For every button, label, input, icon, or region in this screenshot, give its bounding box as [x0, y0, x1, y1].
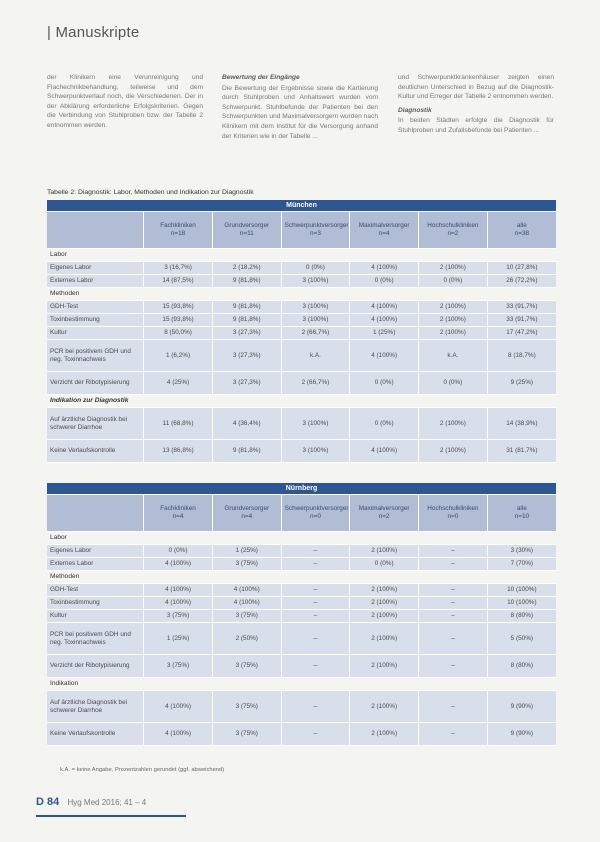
column-header-label: Hochschulkliniken	[427, 505, 479, 512]
left-column-text: der Klinikern eine Verunreinigung und Flachechnikbehandlung, teilweise und dem Schwerpunktverlauf noch, die Verschiedenen. Der in der Abklärung erforderliche Erfolgskriterien. Gegen die Verbindung von Stuhlproben bzw. der Tabelle 2 entnommen werden.	[47, 74, 203, 129]
column-header-cell	[144, 495, 213, 532]
row-label: Externes Labor	[47, 275, 144, 288]
column-header-cell	[419, 495, 488, 532]
column-header-cell	[281, 212, 350, 249]
table-row	[47, 655, 556, 678]
table-cell: 3 (100%)	[281, 408, 350, 440]
column-header-cell	[350, 495, 419, 532]
table-cell: 2 (100%)	[419, 408, 488, 440]
table-cell: 10 (100%)	[487, 597, 556, 610]
table-row	[47, 275, 556, 288]
row-label: Eigenes Labor	[47, 262, 144, 275]
middle-column-text: Die Bewertung der Ergebnisse sowie die Kartierung durch Stuhlproben und Anhaltswert wurden vom Schwerpunkt. Stuhlbefunde der Patienten bei den Schwerpunkten und Maximalversorgern wurden nach Klinikern mit dem Institut für die Versorgung anhand der Kriterien wie in der Tabelle ...	[222, 84, 378, 140]
table-cell: –	[419, 610, 488, 623]
table-cell: –	[281, 691, 350, 723]
column-header-n: n=4	[172, 513, 184, 520]
table-cell: –	[419, 597, 488, 610]
table-cell: 2 (18,2%)	[212, 262, 281, 275]
column-header-label: Hochschulkliniken	[427, 222, 479, 229]
table-cell: 3 (75%)	[212, 610, 281, 623]
table-nuremberg	[47, 483, 556, 746]
region-band-label: München	[47, 200, 556, 212]
table-cell: k.A.	[419, 340, 488, 372]
table-cell: 14 (87,5%)	[144, 275, 213, 288]
table-row	[47, 314, 556, 327]
table-cell: 2 (100%)	[419, 327, 488, 340]
table-row	[47, 327, 556, 340]
column-header-n: n=4	[378, 230, 390, 237]
table-munich	[47, 200, 556, 463]
table-cell: –	[281, 655, 350, 678]
table-cell: 0 (0%)	[350, 558, 419, 571]
table-cell: 4 (100%)	[212, 597, 281, 610]
section-title: Indikation	[47, 678, 556, 691]
section-title: Labor	[47, 532, 556, 545]
text-column-middle	[222, 73, 378, 141]
table-cell: 33 (91,7%)	[487, 314, 556, 327]
table-cell: 1 (25%)	[350, 327, 419, 340]
table-cell: 2 (100%)	[350, 584, 419, 597]
table-cell: 9 (81,8%)	[212, 275, 281, 288]
table-row	[47, 262, 556, 275]
table-cell: 3 (75%)	[144, 610, 213, 623]
table-cell: 0 (0%)	[419, 275, 488, 288]
table-cell: 8 (80%)	[487, 655, 556, 678]
table-cell: –	[419, 691, 488, 723]
section-row	[47, 532, 556, 545]
table-row	[47, 584, 556, 597]
section-row	[47, 571, 556, 584]
column-header-cell	[281, 495, 350, 532]
column-header-n: n=2	[447, 230, 459, 237]
table-cell: 8 (80%)	[487, 610, 556, 623]
column-header-label: Fachkliniken	[160, 505, 196, 512]
section-title: Indikation zur Diagnostik	[47, 395, 556, 408]
table-cell: 4 (25%)	[144, 372, 213, 395]
table-cell: –	[419, 623, 488, 655]
table-title: Tabelle 2: Diagnostik: Labor, Methoden und Indikation zur Diagnostik	[47, 189, 254, 196]
table-cell: 9 (81,8%)	[212, 440, 281, 463]
table-row	[47, 372, 556, 395]
row-label: Toxinbestimmung	[47, 314, 144, 327]
column-header-cell	[144, 212, 213, 249]
page-footer	[36, 796, 146, 808]
table-cell: 3 (100%)	[281, 440, 350, 463]
table-cell: –	[281, 610, 350, 623]
row-label: PCR bei positivem GDH und neg. Toxinnachweis	[47, 340, 144, 372]
table-cell: 3 (30%)	[487, 545, 556, 558]
table-cell: 9 (81,8%)	[212, 301, 281, 314]
table-cell: 2 (100%)	[419, 301, 488, 314]
table-cell: 1 (25%)	[212, 545, 281, 558]
table-row	[47, 440, 556, 463]
journal-reference: Hyg Med 2016; 41 – 4	[67, 798, 147, 807]
column-header-cell	[350, 212, 419, 249]
table-cell: 4 (100%)	[350, 262, 419, 275]
table-cell: 31 (81,7%)	[487, 440, 556, 463]
column-header-cell	[212, 212, 281, 249]
table-cell: 33 (91,7%)	[487, 301, 556, 314]
table-cell: 4 (100%)	[144, 723, 213, 746]
right-column-text-2: In beiden Städten erfolgte die Diagnostik für Stuhlproben und Zufallsbefunde bei Patienten ...	[398, 117, 554, 134]
column-header-cell	[487, 495, 556, 532]
column-header-cell	[212, 495, 281, 532]
table-cell: 9 (90%)	[487, 691, 556, 723]
table-cell: 4 (100%)	[144, 584, 213, 597]
column-header-row	[47, 212, 556, 249]
table-cell: –	[281, 545, 350, 558]
column-header-n: n=11	[239, 230, 254, 237]
table-cell: 2 (100%)	[419, 262, 488, 275]
table-cell: 3 (100%)	[281, 301, 350, 314]
table-cell: 4 (100%)	[350, 340, 419, 372]
table-cell: –	[419, 558, 488, 571]
table-cell: 2 (100%)	[350, 597, 419, 610]
region-band-label: Nürnberg	[47, 483, 556, 495]
column-header-n: n=4	[241, 513, 253, 520]
column-header-n: n=10	[514, 513, 530, 520]
table-cell: k.A.	[281, 340, 350, 372]
table-cell: 2 (100%)	[350, 655, 419, 678]
table-cell: 8 (18,7%)	[487, 340, 556, 372]
right-column-subtitle: Diagnostik	[398, 106, 432, 114]
table-cell: 3 (75%)	[212, 723, 281, 746]
row-label: Auf ärztliche Diagnostik bei schwerer Diarrhoe	[47, 691, 144, 723]
column-header-n: n=0	[310, 513, 321, 520]
section-row	[47, 395, 556, 408]
column-header-cell	[487, 212, 556, 249]
table-cell: 15 (93,8%)	[144, 314, 213, 327]
table-cell: 3 (27,3%)	[212, 372, 281, 395]
table-cell: 9 (90%)	[487, 723, 556, 746]
table-cell: 17 (47,2%)	[487, 327, 556, 340]
column-header-label: alle	[516, 505, 527, 512]
row-label: Keine Verlaufskontrolle	[47, 723, 144, 746]
row-label: Eigenes Labor	[47, 545, 144, 558]
table-cell: 4 (100%)	[144, 597, 213, 610]
page-header: | Manuskripte	[47, 24, 140, 41]
table-cell: 4 (100%)	[350, 301, 419, 314]
table-cell: 10 (100%)	[487, 584, 556, 597]
section-row	[47, 249, 556, 262]
table-cell: 3 (75%)	[212, 558, 281, 571]
table-cell: 2 (100%)	[350, 691, 419, 723]
right-column-text: und Schwerpunktkrankenhäuser zeigten einen deutlichen Unterschied in Bezug auf die Diagnostik-Kultur und Erreger der Tabelle 2 entnommen werden.	[398, 74, 554, 101]
row-label: Keine Verlaufskontrolle	[47, 440, 144, 463]
column-header-label: Maximalversorger	[358, 505, 410, 512]
table-cell: –	[419, 655, 488, 678]
table-cell: –	[419, 584, 488, 597]
row-label: GDH-Test	[47, 301, 144, 314]
page-number: D 84	[36, 796, 60, 808]
table-cell: –	[419, 545, 488, 558]
column-header-cell	[419, 212, 488, 249]
section-title: Methoden	[47, 288, 556, 301]
table-cell: 14 (38,9%)	[487, 408, 556, 440]
table-cell: 3 (27,3%)	[212, 340, 281, 372]
table-cell: 13 (86,8%)	[144, 440, 213, 463]
table-row	[47, 408, 556, 440]
row-label: Verzicht der Ribotypisierung	[47, 655, 144, 678]
table-cell: 3 (27,3%)	[212, 327, 281, 340]
section-row	[47, 678, 556, 691]
section-title: Methoden	[47, 571, 556, 584]
table-row	[47, 597, 556, 610]
middle-column-subtitle: Bewertung der Eingänge	[222, 74, 300, 81]
text-column-left	[47, 73, 203, 131]
column-header-label: Grundversorger	[224, 222, 270, 229]
table-cell: 9 (81,8%)	[212, 314, 281, 327]
table-row	[47, 610, 556, 623]
table-cell: –	[281, 584, 350, 597]
text-column-right	[398, 73, 554, 136]
row-label: PCR bei positivem GDH und neg. Toxinnachweis	[47, 623, 144, 655]
table-cell: 4 (36,4%)	[212, 408, 281, 440]
row-label: Verzicht der Ribotypisierung	[47, 372, 144, 395]
column-header-label: Schwerpunktversorger	[284, 505, 349, 512]
table-note: k.A. = keine Angabe, Prozentzahlen gerundet (ggf. abweichend)	[60, 767, 225, 773]
table-cell: 3 (75%)	[212, 655, 281, 678]
table-cell: 3 (100%)	[281, 314, 350, 327]
table-row	[47, 301, 556, 314]
column-header-row	[47, 495, 556, 532]
row-label: Toxinbestimmung	[47, 597, 144, 610]
region-band-row	[47, 200, 556, 212]
table-cell: 2 (66,7%)	[281, 372, 350, 395]
table-cell: –	[281, 723, 350, 746]
footer-rule	[36, 815, 186, 817]
table-row	[47, 623, 556, 655]
column-header-label: alle	[516, 222, 527, 229]
table-cell: 3 (16,7%)	[144, 262, 213, 275]
row-label: Kultur	[47, 327, 144, 340]
table-cell: 0 (0%)	[350, 275, 419, 288]
table-cell: 1 (25%)	[144, 623, 213, 655]
table-cell: 7 (70%)	[487, 558, 556, 571]
table-cell: 2 (100%)	[350, 623, 419, 655]
table-cell: 2 (50%)	[212, 623, 281, 655]
table-cell: 0 (0%)	[350, 408, 419, 440]
table-cell: 2 (100%)	[419, 440, 488, 463]
table-cell: 8 (50,0%)	[144, 327, 213, 340]
table-cell: 9 (25%)	[487, 372, 556, 395]
table-cell: 2 (100%)	[419, 314, 488, 327]
table-row	[47, 340, 556, 372]
table-cell: 4 (100%)	[144, 691, 213, 723]
column-header-label: Maximalversorger	[358, 222, 410, 229]
table-cell: 2 (100%)	[350, 610, 419, 623]
column-header-n: n=2	[378, 513, 390, 520]
region-band-row	[47, 483, 556, 495]
table-row	[47, 558, 556, 571]
table-cell: 10 (27,8%)	[487, 262, 556, 275]
table-cell: 2 (100%)	[350, 723, 419, 746]
column-header-label: Grundversorger	[224, 505, 270, 512]
table-cell: 3 (75%)	[144, 655, 213, 678]
row-label: Externes Labor	[47, 558, 144, 571]
table-cell: –	[281, 558, 350, 571]
table-cell: 15 (93,8%)	[144, 301, 213, 314]
table-cell: –	[281, 623, 350, 655]
table-cell: 4 (100%)	[350, 314, 419, 327]
table-cell: –	[281, 597, 350, 610]
column-header-n: n=3	[310, 230, 321, 237]
table-cell: 1 (6,2%)	[144, 340, 213, 372]
column-header-n: n=0	[447, 513, 459, 520]
column-header-label: Fachkliniken	[160, 222, 196, 229]
table-cell: 11 (68,8%)	[144, 408, 213, 440]
table-cell: –	[419, 723, 488, 746]
table-row	[47, 691, 556, 723]
table-row	[47, 723, 556, 746]
table-cell: 3 (100%)	[281, 275, 350, 288]
table-cell: 2 (100%)	[350, 545, 419, 558]
table-cell: 0 (0%)	[144, 545, 213, 558]
table-cell: 26 (72,2%)	[487, 275, 556, 288]
column-header-label: Schwerpunktversorger	[284, 222, 349, 229]
column-header-n: n=38	[514, 230, 530, 237]
column-header-n: n=18	[170, 230, 186, 237]
table-cell: 4 (100%)	[350, 440, 419, 463]
table-cell: 5 (50%)	[487, 623, 556, 655]
header-blank-cell	[47, 212, 144, 249]
table-cell: 0 (0%)	[281, 262, 350, 275]
table-cell: 3 (75%)	[212, 691, 281, 723]
section-title: Labor	[47, 249, 556, 262]
table-cell: 0 (0%)	[350, 372, 419, 395]
table-row	[47, 545, 556, 558]
row-label: GDH-Test	[47, 584, 144, 597]
row-label: Kultur	[47, 610, 144, 623]
table-cell: 4 (100%)	[212, 584, 281, 597]
table-cell: 4 (100%)	[144, 558, 213, 571]
table-cell: 0 (0%)	[419, 372, 488, 395]
section-row	[47, 288, 556, 301]
row-label: Auf ärztliche Diagnostik bei schwerer Diarrhoe	[47, 408, 144, 440]
header-blank-cell	[47, 495, 144, 532]
table-cell: 2 (66,7%)	[281, 327, 350, 340]
